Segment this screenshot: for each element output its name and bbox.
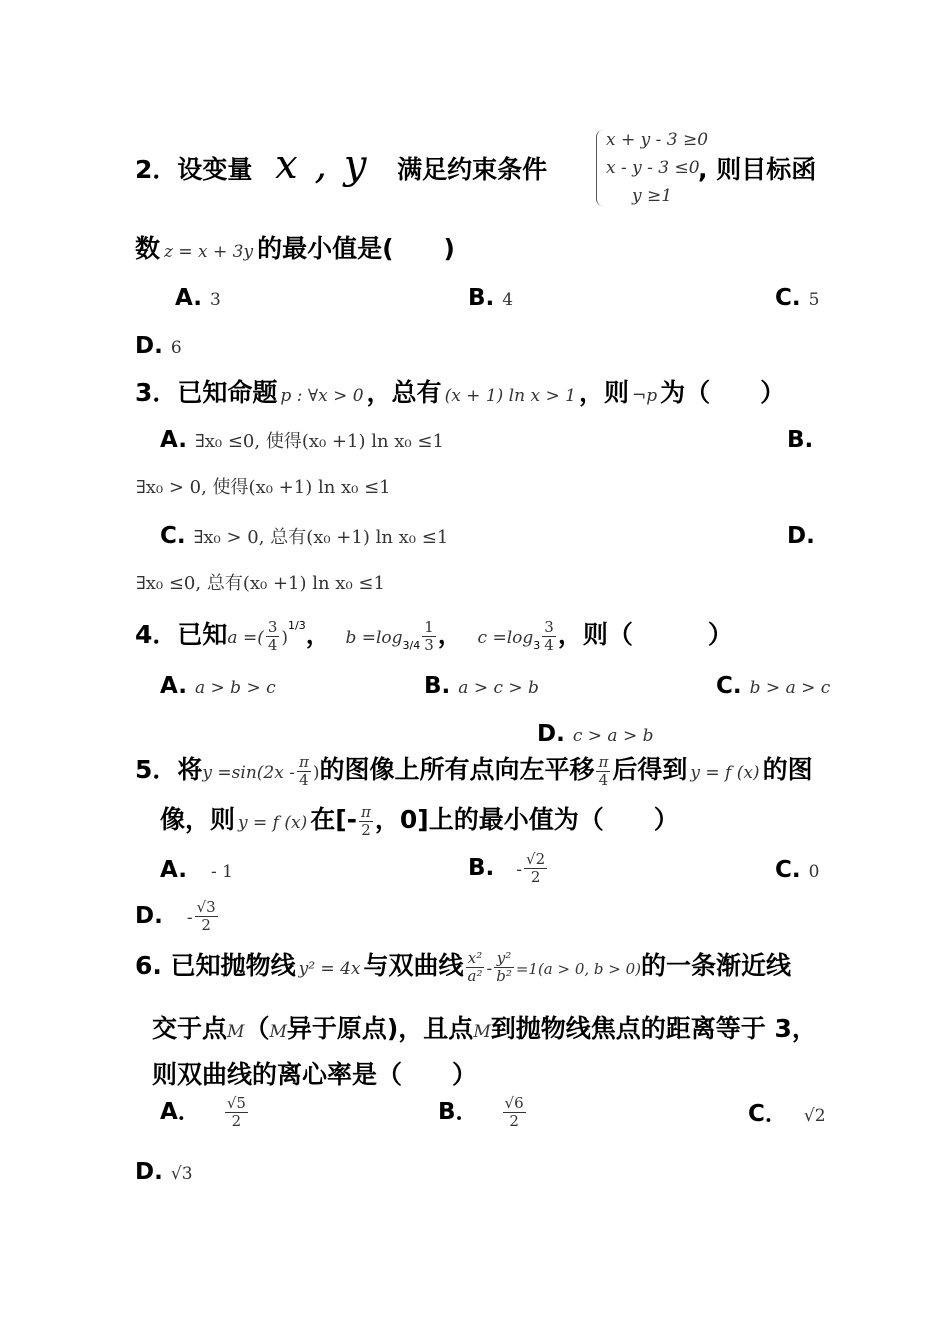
q3-option-d-value[interactable] <box>136 568 385 598</box>
q2-line2 <box>135 234 455 267</box>
option-fraction: $\frac{√6}{2}$ <box>504 1094 524 1130</box>
q2-constraint-3: y ≥1 <box>632 186 673 206</box>
option-label: B. <box>424 673 451 699</box>
option-sign: - <box>516 860 523 880</box>
option-value: c > a > b <box>572 726 654 746</box>
option-sign: - <box>186 908 193 928</box>
q4-b-fraction: $\frac{1}{3}$ <box>424 617 434 654</box>
q6-suffix: 的一条渐近线 <box>641 951 792 980</box>
q6-option-d[interactable] <box>135 1158 193 1188</box>
brace-icon <box>596 130 603 206</box>
q3-option-c[interactable] <box>160 522 448 552</box>
option-value: - 1 <box>210 862 233 882</box>
q2-objective: z = x + 3y <box>164 242 254 262</box>
q4-option-b[interactable] <box>424 672 539 702</box>
q3-stem <box>135 378 785 411</box>
q3-prefix: 3．已知命题 <box>135 378 278 407</box>
q6-option-b[interactable] <box>438 1090 528 1134</box>
option-value: ∃x₀ ≤0, 使得(x₀ +1) ln x₀ ≤1 <box>194 431 444 452</box>
option-label: A. <box>160 857 187 883</box>
option-label: C． <box>748 1101 788 1127</box>
option-value: 0 <box>808 862 820 882</box>
q6-point: M <box>227 1022 245 1042</box>
q2-line1 <box>135 142 548 188</box>
option-value: √3 <box>170 1164 193 1184</box>
option-label: A. <box>160 427 187 453</box>
option-label: B. <box>468 855 495 881</box>
option-label: C. <box>775 857 801 883</box>
option-value: 5 <box>808 290 820 310</box>
option-fraction: $\frac{√3}{2}$ <box>196 898 216 934</box>
q5-fx2: y = f (x) <box>238 813 308 833</box>
q4-sep2: ， <box>437 620 463 649</box>
q5-option-a[interactable] <box>160 856 233 886</box>
q2-prefix: 2．设变量 <box>135 155 253 184</box>
option-label: D. <box>135 1159 163 1185</box>
q2-constraint-2: x - y - 3 ≤0 <box>606 158 700 178</box>
q4-option-a[interactable] <box>160 672 276 702</box>
q3-mid: ，总有 <box>366 378 442 407</box>
option-label: C. <box>160 523 186 549</box>
q6-line3: 则双曲线的离心率是（ ） <box>152 1060 478 1089</box>
q5-interval-fraction: $\frac{\pi}{2}$ <box>361 802 371 839</box>
q6-point3: M <box>473 1022 491 1042</box>
q3-option-b-label[interactable]: B. <box>787 427 814 453</box>
q5-line1: 5．将y =sin(2x - $\frac{\pi}{4}$ )的图像上所有点向左平移 $\frac{\pi}{4}$ 后得到 y = f (x) 的图 <box>135 752 813 789</box>
q6-option-c[interactable] <box>748 1100 826 1130</box>
q2-mid: 满足约束条件 <box>397 155 548 184</box>
q6-hyp-y-fraction: $\frac{\text{y²}}{\text{b²}}$ <box>496 948 512 985</box>
q5-line2-prefix: 像，则 <box>160 805 236 834</box>
option-fraction: $\frac{√2}{2}$ <box>526 850 546 886</box>
option-value: ∃x₀ > 0, 总有(x₀ +1) ln x₀ ≤1 <box>193 527 449 548</box>
option-label: D. <box>537 721 565 747</box>
option-label: B． <box>438 1099 479 1125</box>
q4-prefix: 4．已知 <box>135 620 228 649</box>
q5-prefix: 5．将 <box>135 755 203 784</box>
option-value: a > c > b <box>458 678 539 698</box>
q3-option-b-value[interactable] <box>136 472 391 502</box>
q4-a-exponent: 1/3 <box>288 619 306 632</box>
q6-prefix: 6. 已知抛物线 <box>135 951 296 980</box>
q5-mid2: 后得到 <box>612 755 688 784</box>
option-value: 4 <box>502 290 514 310</box>
q5-fx: y = f (x) <box>690 763 760 783</box>
q5-line2 <box>160 800 679 843</box>
q4-b-base: 3/4 <box>402 639 421 652</box>
option-fraction: $\frac{√5}{2}$ <box>226 1094 246 1130</box>
q3-suffix: 为（ ） <box>660 378 786 407</box>
q4-option-c[interactable] <box>716 672 830 702</box>
option-label: A. <box>175 285 202 311</box>
q5-line2-mid: 在[- <box>310 805 358 834</box>
option-label: C. <box>775 285 801 311</box>
q6-line2-prefix: 交于点 <box>152 1014 228 1043</box>
option-value: ∃x₀ ≤0, 总有(x₀ +1) ln x₀ ≤1 <box>136 573 385 594</box>
q2-vars: x , y <box>275 142 369 188</box>
option-value: a > b > c <box>194 678 276 698</box>
q3-option-d-label[interactable]: D. <box>787 523 815 549</box>
option-label: D. <box>135 903 163 929</box>
option-value: b > a > c <box>749 678 831 698</box>
q5-line2-suffix: ，0]上的最小值为（ ） <box>374 805 679 834</box>
q2-constraint-1: x + y - 3 ≥0 <box>606 130 709 150</box>
q2-option-b[interactable] <box>468 284 513 314</box>
q2-option-a[interactable] <box>175 284 221 314</box>
q3-mid2: ，则 <box>578 378 629 407</box>
q5-shift-fraction: $\frac{\pi}{4}$ <box>598 752 609 789</box>
q4-a-fraction: $\frac{3}{4}$ <box>267 617 278 654</box>
q6-line2: 交于点M（M异于原点)，且点M到抛物线焦点的距离等于 3， <box>152 1014 817 1043</box>
q5-func: y =sin(2x - <box>202 763 295 783</box>
q2-option-d[interactable] <box>135 332 182 362</box>
q6-hyp-rest: =1(a > 0, b > 0) <box>515 960 642 978</box>
q4-c-lhs: c =log <box>477 628 534 648</box>
q3-neg: ¬p <box>631 386 658 406</box>
q2-line2-prefix: 数 <box>135 234 161 263</box>
option-label: A． <box>160 1099 201 1125</box>
option-value: ∃x₀ > 0, 使得(x₀ +1) ln x₀ ≤1 <box>136 477 391 498</box>
q4-b-lhs: b =log <box>345 628 403 648</box>
q5-option-b[interactable] <box>468 846 549 892</box>
option-label: B. <box>468 285 495 311</box>
q4-c-base: 3 <box>533 639 541 652</box>
q2-option-c[interactable] <box>775 284 819 314</box>
q6-hyp-x-fraction: $\frac{\text{x²}}{\text{a²}}$ <box>467 948 483 985</box>
option-value: √2 <box>803 1106 826 1126</box>
option-label: C. <box>716 673 742 699</box>
option-label: D. <box>135 333 163 359</box>
q5-func-fraction: $\frac{\pi}{4}$ <box>298 752 309 789</box>
q4-stem: 4．已知a =( $\frac{3}{4}$ )$^{1/3}$， $b =\log_{3/4}$ $\frac{1}{3}$ ， $c =\log_3$ $\frac{3}{4}$ ，则（ ） <box>135 617 733 654</box>
q5-mid: 的图像上所有点向左平移 <box>319 755 595 784</box>
option-label: A. <box>160 673 187 699</box>
q4-suffix: ，则（ ） <box>557 620 733 649</box>
q6-point2: M <box>269 1022 287 1042</box>
q6-option-a[interactable] <box>160 1090 250 1134</box>
q6-parabola: y² = 4x <box>298 959 361 979</box>
q6-mid: 与双曲线 <box>363 951 464 980</box>
q6-line1: 6. 已知抛物线 y² = 4x 与双曲线 $\frac{\text{x²}}{\text{a²}}$ - $\frac{\text{y²}}{\text{b²}}$ =1(a > 0, b > 0)的一条渐近线 <box>135 948 792 985</box>
q2-line2-suffix: 的最小值是( ) <box>257 234 455 263</box>
q5-option-d[interactable] <box>135 894 220 940</box>
q4-sep1: ， <box>305 620 331 649</box>
q4-option-d[interactable] <box>537 720 654 750</box>
q3-option-a[interactable] <box>160 426 444 456</box>
option-value: 6 <box>170 338 182 358</box>
q4-c-fraction: $\frac{3}{4}$ <box>544 617 554 654</box>
q3-premise: p : ∀x > 0 <box>280 386 364 406</box>
q4-a-lhs: a =( <box>227 628 264 648</box>
q5-suffix: 的图 <box>762 755 813 784</box>
option-value: 3 <box>209 290 221 310</box>
q5-option-c[interactable] <box>775 856 819 886</box>
q2-line1-suffix: , 则目标函 <box>698 155 817 184</box>
q3-condition: (x + 1) ln x > 1 <box>444 386 576 406</box>
